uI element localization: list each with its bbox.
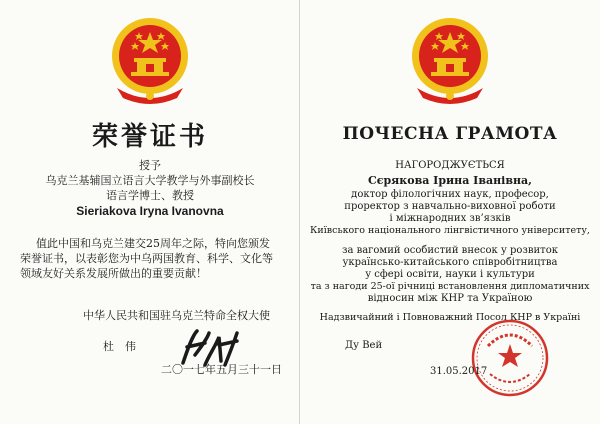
official-seal-icon [470,318,550,398]
recipient-name: Sieriakova Iryna Ivanovna [76,204,224,218]
recipient-line: Київського національного лінгвістичного університету, [310,225,590,236]
body-line: 值此中国和乌克兰建交25周年之际，特向您颁发 [36,237,270,250]
certificate-title: ПОЧЕСНА ГРАМОТА [342,124,558,144]
body-line: та з нагоди 25-ої річниці встановлення дипломатичних [310,281,590,292]
signer-name: 杜 伟 [103,340,136,353]
award-label: 授予 [139,159,161,172]
signer-title: Надзвичайний і Повноважний Посол КНР в Україні [319,312,581,323]
issue-date: 31.05.2017 [430,366,488,377]
signer-title: 中华人民共和国驻乌克兰特命全权大使 [83,309,270,322]
recipient-degree: 语言学博士、教授 [106,189,194,202]
certificate-title: 荣誉证书 [91,122,208,152]
certificate-page-ukrainian [300,0,600,424]
national-emblem-icon [407,12,493,104]
issue-date: 二〇一七年五月三十一日 [161,363,282,376]
award-label: НАГОРОДЖУЄТЬСЯ [395,160,505,171]
national-emblem-icon [107,12,193,104]
body-line: 荣誉证书，以表彰您为中乌两国教育、科学、文化等 [20,252,273,265]
recipient-name: Сєрякова Ірина Іванівна, [368,174,532,187]
body-line: відносин між КНР та Україною [367,293,533,304]
recipient-line: і міжнародних зв’язків [389,213,511,224]
body-line: за вагомий особистий внесок у розвиток [341,245,558,256]
recipient-line: доктор філологічних наук, професор, [351,189,549,200]
body-line: у сфері освіти, науки і культури [365,269,535,280]
signer-name: Ду Вей [345,340,383,351]
body-line: 领域友好关系发展所做出的重要贡献！ [20,267,207,280]
recipient-line: проректор з навчально-виховної роботи [344,201,556,212]
body-line: українсько-китайського співробітництва [342,257,558,268]
recipient-position: 乌克兰基辅国立语言大学教学与外事副校长 [45,174,255,187]
